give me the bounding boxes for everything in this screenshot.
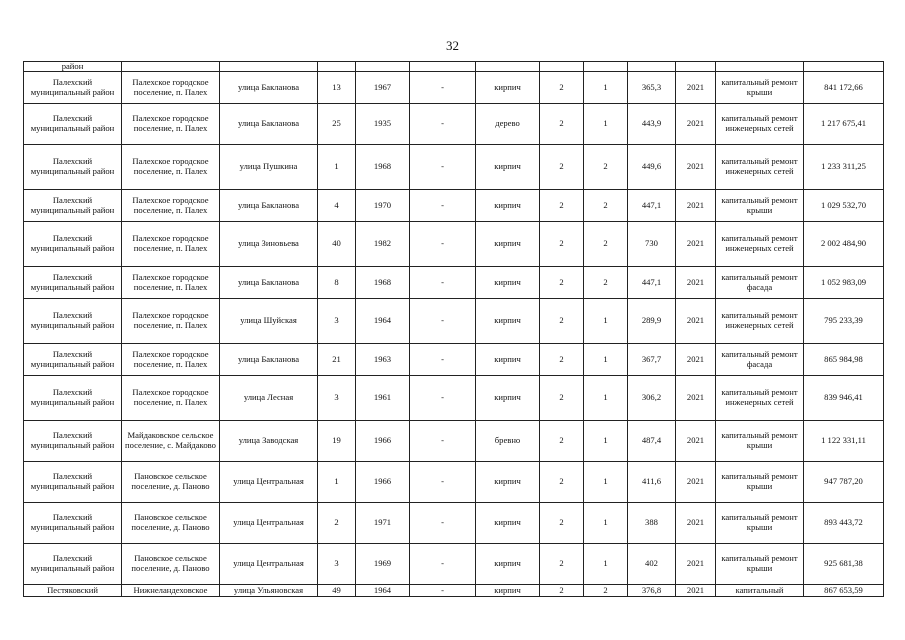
table-row <box>24 190 884 222</box>
cell-floors: 2 <box>540 544 584 585</box>
cell-settlement: Палехское городское поселение, п. Палех <box>122 267 220 299</box>
cell-year: 1964 <box>356 299 410 344</box>
cell-entrances: 1 <box>584 462 628 503</box>
table-row <box>24 344 884 376</box>
cell-material: кирпич <box>476 376 540 421</box>
cell-year: 1935 <box>356 104 410 145</box>
cell-plan-year: 2021 <box>676 462 716 503</box>
cell-floors: 2 <box>540 462 584 503</box>
cell-material: кирпич <box>476 222 540 267</box>
cell-district: Палехский муниципальный район <box>24 503 122 544</box>
cell-work: капитальный ремонт крыши <box>716 544 804 585</box>
cell-district: Палехский муниципальный район <box>24 544 122 585</box>
cell-street: улица Шуйская <box>220 299 318 344</box>
cell-cost: 893 443,72 <box>804 503 884 544</box>
cell-cost: 841 172,66 <box>804 72 884 104</box>
cell-work: капитальный ремонт инженерных сетей <box>716 376 804 421</box>
cell-settlement: Палехское городское поселение, п. Палех <box>122 376 220 421</box>
cell-plan-year: 2021 <box>676 544 716 585</box>
cell-house: 19 <box>318 421 356 462</box>
cell-settlement: Палехское городское поселение, п. Палех <box>122 145 220 190</box>
cell-cost: 947 787,20 <box>804 462 884 503</box>
cell-work: капитальный ремонт инженерных сетей <box>716 145 804 190</box>
cell-house: 13 <box>318 72 356 104</box>
cell-dash: - <box>410 344 476 376</box>
cell-house: 25 <box>318 104 356 145</box>
cell-dash: - <box>410 421 476 462</box>
cell-cost: 1 217 675,41 <box>804 104 884 145</box>
cell-dash: - <box>410 267 476 299</box>
cell-floors: 2 <box>540 585 584 597</box>
cell-area: 487,4 <box>628 421 676 462</box>
cell-district: Палехский муниципальный район <box>24 376 122 421</box>
table-row <box>24 222 884 267</box>
cell-cost: 1 122 331,11 <box>804 421 884 462</box>
cell-material: кирпич <box>476 72 540 104</box>
cell-settlement: Нижнеландеховское <box>122 585 220 597</box>
cell-district: Палехский муниципальный район <box>24 421 122 462</box>
cell-dash: - <box>410 72 476 104</box>
cell-cost: 795 233,39 <box>804 299 884 344</box>
cell-district: Палехский муниципальный район <box>24 267 122 299</box>
cell-floors: 2 <box>540 376 584 421</box>
cell-house: 1 <box>318 145 356 190</box>
cell-house: 3 <box>318 376 356 421</box>
cell-floors: 2 <box>540 104 584 145</box>
cell-area: 443,9 <box>628 104 676 145</box>
cell-entrances: 1 <box>584 104 628 145</box>
cell-work: капитальный ремонт фасада <box>716 267 804 299</box>
cell-plan-year: 2021 <box>676 585 716 597</box>
cell-cost: 1 029 532,70 <box>804 190 884 222</box>
cell-material: кирпич <box>476 190 540 222</box>
cell-plan-year: 2021 <box>676 376 716 421</box>
cell-district: Палехский муниципальный район <box>24 72 122 104</box>
table-row <box>24 267 884 299</box>
cell-work: капитальный ремонт крыши <box>716 462 804 503</box>
cell-work: капитальный ремонт фасада <box>716 344 804 376</box>
cell-floors: 2 <box>540 222 584 267</box>
cell-district: Палехский муниципальный район <box>24 222 122 267</box>
cell-dash: - <box>410 462 476 503</box>
cell-work: капитальный ремонт инженерных сетей <box>716 299 804 344</box>
cell-area: 376,8 <box>628 585 676 597</box>
cell-settlement: Пановское сельское поселение, д. Паново <box>122 503 220 544</box>
cell-year: 1961 <box>356 376 410 421</box>
cell-material: кирпич <box>476 299 540 344</box>
cell-entrances: 2 <box>584 145 628 190</box>
table-row <box>24 299 884 344</box>
cell-entrances: 2 <box>584 585 628 597</box>
cell-street: улица Центральная <box>220 503 318 544</box>
table-row <box>24 503 884 544</box>
cell-street: улица Центральная <box>220 462 318 503</box>
cell-plan-year: 2021 <box>676 72 716 104</box>
page-number: 32 <box>446 38 459 53</box>
cell-plan-year: 2021 <box>676 267 716 299</box>
cell-floors: 2 <box>540 421 584 462</box>
cell-material: кирпич <box>476 344 540 376</box>
cell-house: 3 <box>318 299 356 344</box>
cell-settlement: Пановское сельское поселение, д. Паново <box>122 462 220 503</box>
cell-floors: 2 <box>540 503 584 544</box>
cell-dash: - <box>410 503 476 544</box>
cell-settlement: Палехское городское поселение, п. Палех <box>122 299 220 344</box>
cell-cost: 925 681,38 <box>804 544 884 585</box>
cell-material: кирпич <box>476 544 540 585</box>
cell-entrances: 1 <box>584 376 628 421</box>
cell-year: 1971 <box>356 503 410 544</box>
cell-work: капитальный ремонт крыши <box>716 72 804 104</box>
cell-floors: 2 <box>540 190 584 222</box>
cell-year: 1966 <box>356 421 410 462</box>
cell-area: 730 <box>628 222 676 267</box>
cell-dash: - <box>410 299 476 344</box>
cell-dash: - <box>410 376 476 421</box>
cell-cost: 1 052 983,09 <box>804 267 884 299</box>
cell-dash: - <box>410 585 476 597</box>
cell-material: кирпич <box>476 267 540 299</box>
cell-year: 1982 <box>356 222 410 267</box>
cell-work: капитальный <box>716 585 804 597</box>
cell-floors: 2 <box>540 299 584 344</box>
cell-district: Палехский муниципальный район <box>24 190 122 222</box>
cell-entrances: 1 <box>584 421 628 462</box>
cell-cost: 839 946,41 <box>804 376 884 421</box>
cell-year: 1963 <box>356 344 410 376</box>
cell-cost: 1 233 311,25 <box>804 145 884 190</box>
cell-entrances: 2 <box>584 267 628 299</box>
cell-year: 1968 <box>356 267 410 299</box>
cell-area: 365,3 <box>628 72 676 104</box>
cell-house: 3 <box>318 544 356 585</box>
cell-settlement: Палехское городское поселение, п. Палех <box>122 222 220 267</box>
cell-street: улица Бакланова <box>220 190 318 222</box>
cell-plan-year: 2021 <box>676 222 716 267</box>
cell-area: 306,2 <box>628 376 676 421</box>
cell-district: Пестяковский <box>24 585 122 597</box>
cell-plan-year: 2021 <box>676 421 716 462</box>
cell-plan-year: 2021 <box>676 190 716 222</box>
cell-dash: - <box>410 145 476 190</box>
cell-entrances: 2 <box>584 222 628 267</box>
cell-settlement: Майдаковское сельское поселение, с. Майдаково <box>122 421 220 462</box>
cell-entrances: 1 <box>584 344 628 376</box>
cell-house: 49 <box>318 585 356 597</box>
cell-plan-year: 2021 <box>676 299 716 344</box>
cell-area: 447,1 <box>628 190 676 222</box>
cell-area: 449,6 <box>628 145 676 190</box>
cell-district: Палехский муниципальный район <box>24 344 122 376</box>
cell-house: 1 <box>318 462 356 503</box>
cell-entrances: 2 <box>584 190 628 222</box>
cell-entrances: 1 <box>584 544 628 585</box>
cell-plan-year: 2021 <box>676 145 716 190</box>
cell-year: 1964 <box>356 585 410 597</box>
cell-year: 1969 <box>356 544 410 585</box>
table-row <box>24 462 884 503</box>
table-row <box>24 421 884 462</box>
cell-floors: 2 <box>540 344 584 376</box>
cell-street: улица Центральная <box>220 544 318 585</box>
cell-house: 8 <box>318 267 356 299</box>
cell-area: 367,7 <box>628 344 676 376</box>
cell-district: Палехский муниципальный район <box>24 104 122 145</box>
cell-dash: - <box>410 222 476 267</box>
table-row <box>24 544 884 585</box>
cell-year: 1968 <box>356 145 410 190</box>
cell-year: 1970 <box>356 190 410 222</box>
cell-district: Палехский муниципальный район <box>24 462 122 503</box>
cell-material: дерево <box>476 104 540 145</box>
cell-entrances: 1 <box>584 503 628 544</box>
cell-house: 40 <box>318 222 356 267</box>
cell-cost: 865 984,98 <box>804 344 884 376</box>
cell-plan-year: 2021 <box>676 344 716 376</box>
table-row <box>24 376 884 421</box>
cell-material: кирпич <box>476 503 540 544</box>
cell-area: 388 <box>628 503 676 544</box>
cell-street: улица Бакланова <box>220 104 318 145</box>
cell-material: кирпич <box>476 462 540 503</box>
cell-dash: - <box>410 190 476 222</box>
table-row <box>24 104 884 145</box>
cell-district: Палехский муниципальный район <box>24 145 122 190</box>
cell-house: 2 <box>318 503 356 544</box>
cell-entrances: 1 <box>584 72 628 104</box>
cell-work: капитальный ремонт инженерных сетей <box>716 222 804 267</box>
cell-work: капитальный ремонт крыши <box>716 421 804 462</box>
cell-street: улица Заводская <box>220 421 318 462</box>
housing-repair-table <box>23 61 884 597</box>
cell-street: улица Пушкина <box>220 145 318 190</box>
cell-material: бревно <box>476 421 540 462</box>
cell-floors: 2 <box>540 72 584 104</box>
cell-settlement: Палехское городское поселение, п. Палех <box>122 72 220 104</box>
cell-year: 1966 <box>356 462 410 503</box>
cell-area: 411,6 <box>628 462 676 503</box>
cell-settlement: Палехское городское поселение, п. Палех <box>122 344 220 376</box>
cell-district: район <box>24 62 122 72</box>
cell-street: улица Зиновьева <box>220 222 318 267</box>
table-body <box>24 72 884 597</box>
cell-material: кирпич <box>476 585 540 597</box>
cell-dash: - <box>410 544 476 585</box>
table-row <box>24 72 884 104</box>
cell-area: 289,9 <box>628 299 676 344</box>
cell-settlement: Палехское городское поселение, п. Палех <box>122 190 220 222</box>
cell-area: 402 <box>628 544 676 585</box>
cell-year: 1967 <box>356 72 410 104</box>
cell-material: кирпич <box>476 145 540 190</box>
cell-street: улица Ульяновская <box>220 585 318 597</box>
cell-street: улица Бакланова <box>220 267 318 299</box>
cell-cost: 867 653,59 <box>804 585 884 597</box>
cell-settlement: Пановское сельское поселение, д. Паново <box>122 544 220 585</box>
cell-street: улица Лесная <box>220 376 318 421</box>
cell-work: капитальный ремонт инженерных сетей <box>716 104 804 145</box>
cell-street: улица Бакланова <box>220 344 318 376</box>
cell-dash: - <box>410 104 476 145</box>
cell-cost: 2 002 484,90 <box>804 222 884 267</box>
cell-work: капитальный ремонт крыши <box>716 190 804 222</box>
cell-house: 4 <box>318 190 356 222</box>
cell-district: Палехский муниципальный район <box>24 299 122 344</box>
cell-floors: 2 <box>540 267 584 299</box>
cell-floors: 2 <box>540 145 584 190</box>
cell-work: капитальный ремонт крыши <box>716 503 804 544</box>
cell-house: 21 <box>318 344 356 376</box>
cell-entrances: 1 <box>584 299 628 344</box>
cell-plan-year: 2021 <box>676 503 716 544</box>
cell-settlement: Палехское городское поселение, п. Палех <box>122 104 220 145</box>
cell-plan-year: 2021 <box>676 104 716 145</box>
table-row <box>24 62 884 72</box>
table-row <box>24 145 884 190</box>
table-row <box>24 585 884 597</box>
cell-area: 447,1 <box>628 267 676 299</box>
cell-street: улица Бакланова <box>220 72 318 104</box>
